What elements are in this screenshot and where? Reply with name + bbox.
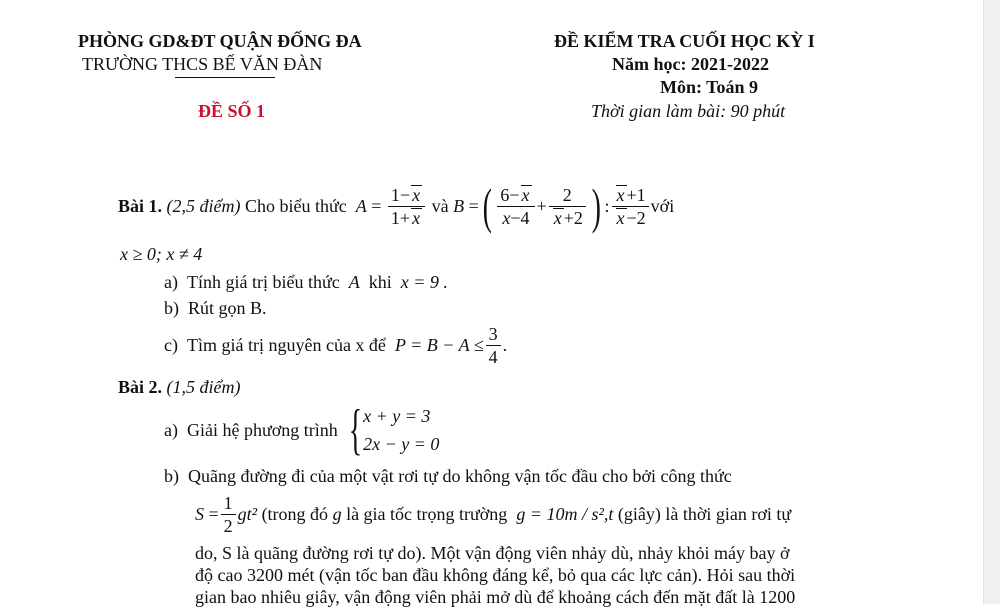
school-year: Năm học: 2021-2022 (612, 54, 769, 74)
expression-a: A = $\frac{1- x}{1+ x}$ (356, 184, 427, 229)
vertical-scrollbar[interactable] (983, 0, 1000, 604)
bai2-item-a: a) Giải hệ phương trình { x + y = 3 2x − y = 0 (164, 399, 440, 461)
bai1-label: Bài 1. (118, 195, 163, 216)
bai2-item-b-line3: do, S là quãng đường rơi tự do). Một vận động viên nhảy dù, nhảy khỏi máy bay ở (195, 543, 790, 563)
bai2-item-b-line5: gian bao nhiêu giây, vận động viên phải mở dù để khoảng cách đến mặt đất là 1200 (195, 587, 796, 607)
bai1-item-a: a) Tính giá trị biểu thức A khi x = 9 . (164, 272, 448, 292)
department-name: PHÒNG GD&ĐT QUẬN ĐỐNG ĐA (78, 31, 362, 51)
school-name: TRƯỜNG THCS BẾ VĂN ĐÀN (82, 54, 323, 74)
bai1-and: và (431, 195, 449, 216)
bai1-intro: Cho biểu thức (245, 195, 347, 216)
header-underline (175, 77, 275, 78)
equation-system: x + y = 3 2x − y = 0 (363, 406, 440, 454)
bai2-item-b-line1: b) Quãng đường đi của một vật rơi tự do không vận tốc đầu cho bởi công thức (164, 466, 732, 486)
expression-b: B = ( $\frac{6- x}{x-4}$ + $\frac{2}{x +2}$ ) : $\frac{x +1}{x -2}$ (453, 181, 651, 231)
exam-number: ĐỀ SỐ 1 (198, 101, 266, 121)
bai2-item-b-line4: độ cao 3200 mét (vận tốc ban đầu không đáng kể, bỏ qua các lực cản). Hỏi sau thời (195, 565, 796, 585)
subject: Môn: Toán 9 (660, 77, 759, 97)
bai1-item-c: c) Tìm giá trị nguyên của x để P = B − A ≤ $\frac{3}{4}$ . (164, 323, 508, 367)
exam-title: ĐỀ KIỂM TRA CUỐI HỌC KỲ I (554, 31, 815, 51)
bai2-points: (1,5 điểm) (166, 377, 241, 397)
duration: Thời gian làm bài: 90 phút (591, 101, 786, 121)
bai2-label: Bài 2. (118, 377, 163, 397)
bai1-condition: x ≥ 0; x ≠ 4 (120, 244, 203, 264)
bai2-heading (118, 377, 241, 398)
bai2-item-b-line2: S = $\frac{1}{2}$ gt² (trong đó g là gia tốc trọng trường g = 10m / s², t (giây) là thời gian rơi tự (195, 492, 792, 536)
bai1-statement (118, 177, 674, 235)
bai1-item-b: b) Rút gọn B. (164, 298, 267, 318)
bai1-points: (2,5 điểm) (166, 195, 241, 216)
bai1-with: với (650, 195, 675, 216)
